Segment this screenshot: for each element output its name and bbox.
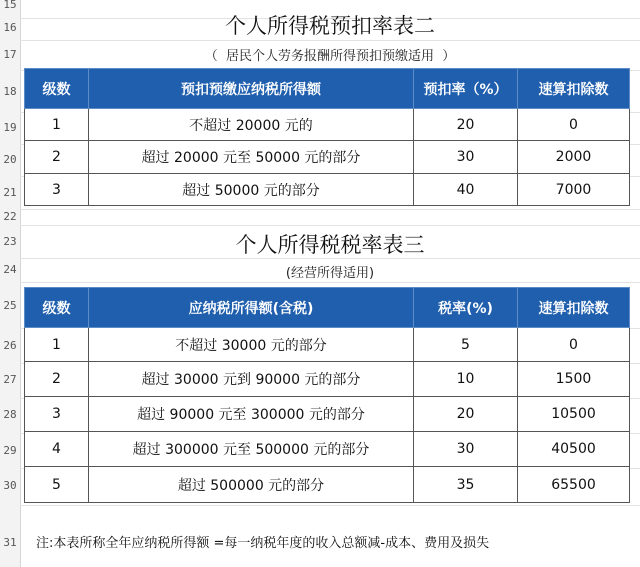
- header-taxable-income[interactable]: 应纳税所得额(含税): [89, 288, 414, 328]
- row-number[interactable]: 16: [3, 21, 17, 34]
- footnote: 注:本表所称全年应纳税所得额 =每一纳税年度的收入总额减-成本、费用及损失: [36, 536, 490, 551]
- row-number[interactable]: 23: [3, 235, 17, 248]
- row-number[interactable]: 15: [3, 0, 17, 11]
- cell-income-range[interactable]: 不超过 30000 元的部分: [89, 328, 414, 362]
- cell-level[interactable]: 1: [25, 109, 89, 141]
- header-quick-deduction[interactable]: 速算扣除数: [518, 69, 630, 109]
- table3-title: 个人所得税税率表三: [235, 233, 425, 257]
- cell-deduction[interactable]: 65500: [518, 467, 630, 503]
- table-row: [25, 141, 630, 174]
- row-number[interactable]: 20: [3, 153, 17, 166]
- cell-rate[interactable]: 30: [414, 141, 518, 174]
- grid-line: [20, 40, 640, 41]
- cell-level[interactable]: 1: [25, 328, 89, 362]
- row-number[interactable]: 29: [3, 444, 17, 457]
- grid-line: [20, 505, 640, 506]
- table2-title: 个人所得税预扣率表二: [225, 14, 435, 38]
- cell-rate[interactable]: 20: [414, 397, 518, 432]
- cell-rate[interactable]: 10: [414, 362, 518, 397]
- cell-level[interactable]: 3: [25, 397, 89, 432]
- row-number[interactable]: 17: [3, 48, 17, 61]
- cell-income-range[interactable]: 超过 500000 元的部分: [89, 467, 414, 503]
- header-rate[interactable]: 预扣率（%）: [414, 69, 518, 109]
- cell-rate[interactable]: 5: [414, 328, 518, 362]
- row-number[interactable]: 21: [3, 186, 17, 199]
- row-number[interactable]: 26: [3, 339, 17, 352]
- cell-deduction[interactable]: 0: [518, 328, 630, 362]
- cell-level[interactable]: 3: [25, 174, 89, 206]
- header-rate[interactable]: 税率(%): [414, 288, 518, 328]
- row-number[interactable]: 27: [3, 373, 17, 386]
- row-number[interactable]: 31: [3, 536, 17, 549]
- tax-rate-table-3: [24, 287, 630, 503]
- table-header-row: [25, 288, 630, 328]
- cell-income-range[interactable]: 超过 20000 元至 50000 元的部分: [89, 141, 414, 174]
- header-level[interactable]: 级数: [25, 69, 89, 109]
- table-row: [25, 328, 630, 362]
- table-row: [25, 109, 630, 141]
- header-quick-deduction[interactable]: 速算扣除数: [518, 288, 630, 328]
- row-number[interactable]: 18: [3, 85, 17, 98]
- header-taxable-income[interactable]: 预扣预缴应纳税所得额: [89, 69, 414, 109]
- cell-income-range[interactable]: 超过 90000 元至 300000 元的部分: [89, 397, 414, 432]
- cell-level[interactable]: 4: [25, 432, 89, 467]
- row-number[interactable]: 22: [3, 210, 17, 223]
- cell-deduction[interactable]: 1500: [518, 362, 630, 397]
- cell-level[interactable]: 2: [25, 362, 89, 397]
- table-row: [25, 174, 630, 206]
- cell-rate[interactable]: 30: [414, 432, 518, 467]
- header-level[interactable]: 级数: [25, 288, 89, 328]
- cell-rate[interactable]: 20: [414, 109, 518, 141]
- cell-deduction[interactable]: 40500: [518, 432, 630, 467]
- row-number[interactable]: 19: [3, 121, 17, 134]
- grid-line: [20, 225, 640, 226]
- table-row: [25, 397, 630, 432]
- row-number[interactable]: 25: [3, 299, 17, 312]
- grid-line: [20, 209, 640, 210]
- cell-deduction[interactable]: 0: [518, 109, 630, 141]
- cell-deduction[interactable]: 10500: [518, 397, 630, 432]
- cell-income-range[interactable]: 超过 50000 元的部分: [89, 174, 414, 206]
- cell-income-range[interactable]: 不超过 20000 元的: [89, 109, 414, 141]
- cell-deduction[interactable]: 7000: [518, 174, 630, 206]
- row-number[interactable]: 28: [3, 408, 17, 421]
- row-number[interactable]: 24: [3, 263, 17, 276]
- cell-level[interactable]: 5: [25, 467, 89, 503]
- row-header-column: [0, 0, 21, 567]
- table-row: [25, 467, 630, 503]
- row-number[interactable]: 30: [3, 479, 17, 492]
- table-row: [25, 362, 630, 397]
- table-header-row: [25, 69, 630, 109]
- grid-line: [20, 282, 640, 283]
- cell-deduction[interactable]: 2000: [518, 141, 630, 174]
- cell-rate[interactable]: 40: [414, 174, 518, 206]
- table2-subtitle: （ 居民个人劳务报酬所得预扣预缴适用 ）: [204, 49, 456, 64]
- cell-rate[interactable]: 35: [414, 467, 518, 503]
- tax-rate-table-2: [24, 68, 630, 206]
- cell-level[interactable]: 2: [25, 141, 89, 174]
- table-row: [25, 432, 630, 467]
- cell-income-range[interactable]: 超过 30000 元到 90000 元的部分: [89, 362, 414, 397]
- cell-income-range[interactable]: 超过 300000 元至 500000 元的部分: [89, 432, 414, 467]
- table3-subtitle: (经营所得适用): [285, 266, 375, 281]
